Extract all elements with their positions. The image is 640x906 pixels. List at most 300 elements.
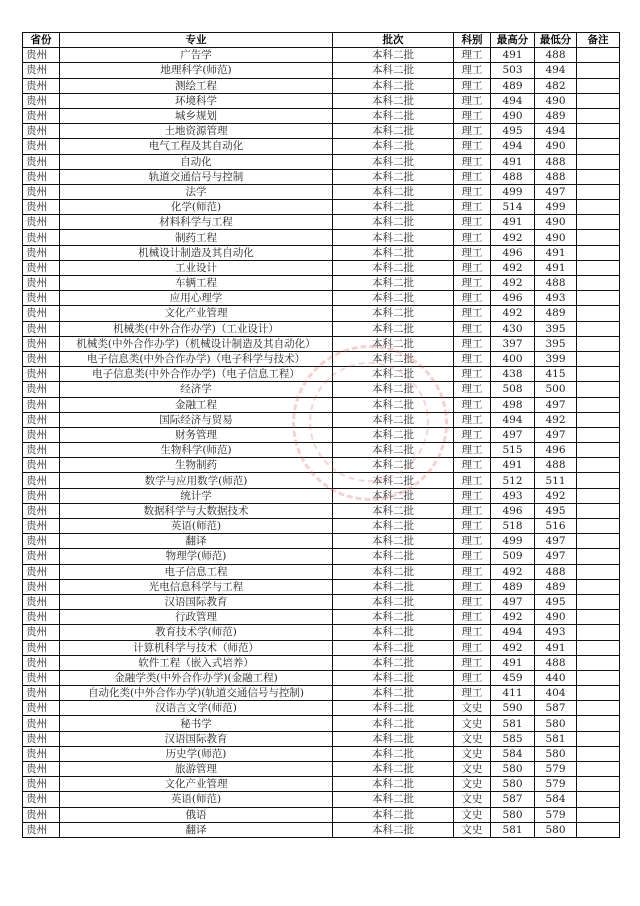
cell-notes <box>577 124 620 139</box>
cell-category: 文史 <box>454 731 491 746</box>
cell-batch: 本科二批 <box>333 579 454 594</box>
cell-notes <box>577 245 620 260</box>
cell-category: 理工 <box>454 488 491 503</box>
cell-category: 文史 <box>454 746 491 761</box>
cell-category: 理工 <box>454 549 491 564</box>
cell-notes <box>577 503 620 518</box>
cell-major: 电子信息工程 <box>60 564 333 579</box>
cell-batch: 本科二批 <box>333 245 454 260</box>
cell-province: 贵州 <box>23 473 60 488</box>
cell-min-score: 492 <box>535 488 577 503</box>
cell-min-score: 494 <box>535 63 577 78</box>
cell-category: 理工 <box>454 655 491 670</box>
cell-category: 理工 <box>454 473 491 488</box>
cell-notes <box>577 762 620 777</box>
cell-min-score: 580 <box>535 746 577 761</box>
cell-notes <box>577 382 620 397</box>
cell-category: 理工 <box>454 534 491 549</box>
cell-major: 光电信息科学与工程 <box>60 579 333 594</box>
cell-batch: 本科二批 <box>333 427 454 442</box>
cell-major: 经济学 <box>60 382 333 397</box>
cell-category: 理工 <box>454 108 491 123</box>
table-row <box>23 306 620 321</box>
cell-max-score: 493 <box>491 488 535 503</box>
cell-major: 机械设计制造及其自动化 <box>60 245 333 260</box>
cell-min-score: 493 <box>535 625 577 640</box>
cell-max-score: 581 <box>491 716 535 731</box>
cell-batch: 本科二批 <box>333 807 454 822</box>
cell-notes <box>577 78 620 93</box>
cell-province: 贵州 <box>23 670 60 685</box>
cell-max-score: 585 <box>491 731 535 746</box>
cell-province: 贵州 <box>23 579 60 594</box>
cell-batch: 本科二批 <box>333 321 454 336</box>
cell-min-score: 579 <box>535 762 577 777</box>
cell-notes <box>577 746 620 761</box>
cell-category: 文史 <box>454 777 491 792</box>
cell-notes <box>577 564 620 579</box>
cell-major: 工业设计 <box>60 260 333 275</box>
cell-major: 文化产业管理 <box>60 306 333 321</box>
cell-category: 理工 <box>454 336 491 351</box>
table-row <box>23 686 620 701</box>
cell-major: 轨道交通信号与控制 <box>60 169 333 184</box>
cell-province: 贵州 <box>23 260 60 275</box>
cell-min-score: 497 <box>535 397 577 412</box>
table-row <box>23 382 620 397</box>
cell-notes <box>577 48 620 63</box>
table-row <box>23 63 620 78</box>
cell-category: 理工 <box>454 78 491 93</box>
header-major: 专业 <box>60 33 333 48</box>
cell-major: 城乡规划 <box>60 108 333 123</box>
cell-major: 自动化 <box>60 154 333 169</box>
table-row <box>23 291 620 306</box>
cell-category: 理工 <box>454 306 491 321</box>
cell-batch: 本科二批 <box>333 230 454 245</box>
cell-max-score: 438 <box>491 367 535 382</box>
cell-notes <box>577 139 620 154</box>
cell-notes <box>577 63 620 78</box>
cell-max-score: 580 <box>491 777 535 792</box>
cell-province: 贵州 <box>23 655 60 670</box>
cell-category: 理工 <box>454 291 491 306</box>
cell-major: 行政管理 <box>60 610 333 625</box>
cell-max-score: 497 <box>491 427 535 442</box>
cell-notes <box>577 427 620 442</box>
cell-major: 电子信息类(中外合作办学)（电子科学与技术） <box>60 351 333 366</box>
table-row <box>23 336 620 351</box>
cell-batch: 本科二批 <box>333 291 454 306</box>
cell-province: 贵州 <box>23 93 60 108</box>
cell-category: 理工 <box>454 427 491 442</box>
table-row <box>23 579 620 594</box>
cell-category: 理工 <box>454 397 491 412</box>
table-row <box>23 276 620 291</box>
admission-scores-table <box>22 32 620 838</box>
cell-major: 生物科学(师范) <box>60 443 333 458</box>
cell-major: 物理学(师范) <box>60 549 333 564</box>
table-row <box>23 807 620 822</box>
table-row <box>23 503 620 518</box>
cell-major: 金融学类(中外合作办学)(金融工程) <box>60 670 333 685</box>
cell-major: 数学与应用数学(师范) <box>60 473 333 488</box>
cell-notes <box>577 594 620 609</box>
cell-notes <box>577 519 620 534</box>
cell-max-score: 498 <box>491 397 535 412</box>
cell-batch: 本科二批 <box>333 549 454 564</box>
cell-major: 翻译 <box>60 534 333 549</box>
header-row <box>23 33 620 48</box>
cell-batch: 本科二批 <box>333 63 454 78</box>
cell-province: 贵州 <box>23 443 60 458</box>
cell-notes <box>577 169 620 184</box>
cell-province: 贵州 <box>23 427 60 442</box>
cell-notes <box>577 488 620 503</box>
cell-category: 理工 <box>454 169 491 184</box>
table-row <box>23 488 620 503</box>
cell-notes <box>577 230 620 245</box>
cell-batch: 本科二批 <box>333 640 454 655</box>
cell-max-score: 459 <box>491 670 535 685</box>
cell-max-score: 494 <box>491 93 535 108</box>
cell-category: 理工 <box>454 625 491 640</box>
cell-category: 理工 <box>454 367 491 382</box>
table-row <box>23 108 620 123</box>
cell-min-score: 489 <box>535 579 577 594</box>
cell-batch: 本科二批 <box>333 139 454 154</box>
cell-min-score: 490 <box>535 230 577 245</box>
cell-max-score: 590 <box>491 701 535 716</box>
cell-notes <box>577 321 620 336</box>
cell-province: 贵州 <box>23 321 60 336</box>
cell-province: 贵州 <box>23 762 60 777</box>
cell-max-score: 494 <box>491 412 535 427</box>
cell-notes <box>577 291 620 306</box>
cell-province: 贵州 <box>23 534 60 549</box>
cell-batch: 本科二批 <box>333 458 454 473</box>
cell-category: 文史 <box>454 701 491 716</box>
cell-province: 贵州 <box>23 686 60 701</box>
table-row <box>23 200 620 215</box>
cell-notes <box>577 549 620 564</box>
cell-batch: 本科二批 <box>333 93 454 108</box>
cell-min-score: 488 <box>535 154 577 169</box>
cell-min-score: 493 <box>535 291 577 306</box>
table-row <box>23 792 620 807</box>
cell-notes <box>577 610 620 625</box>
cell-notes <box>577 200 620 215</box>
cell-major: 汉语国际教育 <box>60 594 333 609</box>
cell-notes <box>577 534 620 549</box>
cell-batch: 本科二批 <box>333 731 454 746</box>
cell-batch: 本科二批 <box>333 78 454 93</box>
cell-max-score: 499 <box>491 184 535 199</box>
table-row <box>23 124 620 139</box>
cell-major: 教育技术学(师范) <box>60 625 333 640</box>
cell-category: 理工 <box>454 519 491 534</box>
cell-max-score: 587 <box>491 792 535 807</box>
cell-province: 贵州 <box>23 397 60 412</box>
cell-province: 贵州 <box>23 564 60 579</box>
cell-category: 文史 <box>454 822 491 837</box>
cell-major: 地理科学(师范) <box>60 63 333 78</box>
cell-major: 金融工程 <box>60 397 333 412</box>
cell-category: 理工 <box>454 93 491 108</box>
cell-batch: 本科二批 <box>333 397 454 412</box>
cell-category: 理工 <box>454 200 491 215</box>
cell-batch: 本科二批 <box>333 169 454 184</box>
cell-province: 贵州 <box>23 139 60 154</box>
table-row <box>23 169 620 184</box>
cell-max-score: 518 <box>491 519 535 534</box>
cell-notes <box>577 701 620 716</box>
cell-max-score: 489 <box>491 78 535 93</box>
cell-max-score: 492 <box>491 276 535 291</box>
cell-max-score: 430 <box>491 321 535 336</box>
cell-province: 贵州 <box>23 245 60 260</box>
cell-notes <box>577 822 620 837</box>
cell-max-score: 581 <box>491 822 535 837</box>
cell-category: 理工 <box>454 154 491 169</box>
cell-max-score: 491 <box>491 215 535 230</box>
cell-category: 理工 <box>454 230 491 245</box>
cell-max-score: 492 <box>491 260 535 275</box>
cell-min-score: 580 <box>535 822 577 837</box>
cell-category: 理工 <box>454 594 491 609</box>
cell-min-score: 490 <box>535 93 577 108</box>
cell-notes <box>577 807 620 822</box>
cell-min-score: 495 <box>535 594 577 609</box>
cell-major: 机械类(中外合作办学)（机械设计制造及其自动化） <box>60 336 333 351</box>
cell-notes <box>577 108 620 123</box>
cell-province: 贵州 <box>23 108 60 123</box>
cell-category: 理工 <box>454 443 491 458</box>
cell-max-score: 492 <box>491 640 535 655</box>
cell-max-score: 496 <box>491 503 535 518</box>
cell-notes <box>577 184 620 199</box>
table-row <box>23 443 620 458</box>
cell-min-score: 495 <box>535 503 577 518</box>
cell-province: 贵州 <box>23 200 60 215</box>
cell-category: 理工 <box>454 48 491 63</box>
table-row <box>23 351 620 366</box>
cell-province: 贵州 <box>23 276 60 291</box>
table-row <box>23 746 620 761</box>
cell-min-score: 488 <box>535 564 577 579</box>
table-row <box>23 640 620 655</box>
cell-notes <box>577 336 620 351</box>
cell-category: 理工 <box>454 503 491 518</box>
cell-province: 贵州 <box>23 230 60 245</box>
cell-min-score: 491 <box>535 640 577 655</box>
cell-major: 文化产业管理 <box>60 777 333 792</box>
cell-batch: 本科二批 <box>333 686 454 701</box>
cell-notes <box>577 731 620 746</box>
cell-major: 生物制药 <box>60 458 333 473</box>
cell-min-score: 581 <box>535 731 577 746</box>
cell-major: 化学(师范) <box>60 200 333 215</box>
cell-batch: 本科二批 <box>333 200 454 215</box>
cell-max-score: 496 <box>491 245 535 260</box>
cell-major: 法学 <box>60 184 333 199</box>
cell-batch: 本科二批 <box>333 746 454 761</box>
cell-max-score: 491 <box>491 458 535 473</box>
cell-category: 文史 <box>454 792 491 807</box>
table-row <box>23 458 620 473</box>
cell-province: 贵州 <box>23 610 60 625</box>
cell-province: 贵州 <box>23 291 60 306</box>
cell-category: 理工 <box>454 610 491 625</box>
cell-province: 贵州 <box>23 382 60 397</box>
cell-major: 制药工程 <box>60 230 333 245</box>
cell-major: 测绘工程 <box>60 78 333 93</box>
cell-category: 理工 <box>454 184 491 199</box>
cell-batch: 本科二批 <box>333 154 454 169</box>
header-province: 省份 <box>23 33 60 48</box>
cell-batch: 本科二批 <box>333 610 454 625</box>
cell-notes <box>577 443 620 458</box>
cell-major: 数据科学与大数据技术 <box>60 503 333 518</box>
cell-province: 贵州 <box>23 701 60 716</box>
cell-min-score: 584 <box>535 792 577 807</box>
cell-min-score: 579 <box>535 777 577 792</box>
cell-province: 贵州 <box>23 807 60 822</box>
cell-batch: 本科二批 <box>333 215 454 230</box>
cell-province: 贵州 <box>23 792 60 807</box>
table-row <box>23 731 620 746</box>
cell-notes <box>577 93 620 108</box>
cell-batch: 本科二批 <box>333 184 454 199</box>
cell-province: 贵州 <box>23 731 60 746</box>
cell-notes <box>577 777 620 792</box>
cell-province: 贵州 <box>23 777 60 792</box>
cell-min-score: 488 <box>535 169 577 184</box>
header-max-score: 最高分 <box>491 33 535 48</box>
cell-batch: 本科二批 <box>333 762 454 777</box>
cell-batch: 本科二批 <box>333 625 454 640</box>
cell-batch: 本科二批 <box>333 276 454 291</box>
table-row <box>23 260 620 275</box>
cell-min-score: 489 <box>535 306 577 321</box>
table-row <box>23 367 620 382</box>
cell-major: 英语(师范) <box>60 519 333 534</box>
table-row <box>23 321 620 336</box>
cell-max-score: 494 <box>491 625 535 640</box>
cell-province: 贵州 <box>23 336 60 351</box>
cell-min-score: 491 <box>535 245 577 260</box>
table-row <box>23 397 620 412</box>
cell-min-score: 494 <box>535 124 577 139</box>
cell-notes <box>577 686 620 701</box>
cell-category: 理工 <box>454 458 491 473</box>
cell-category: 理工 <box>454 412 491 427</box>
cell-min-score: 587 <box>535 701 577 716</box>
cell-max-score: 492 <box>491 230 535 245</box>
cell-max-score: 512 <box>491 473 535 488</box>
cell-notes <box>577 412 620 427</box>
cell-max-score: 503 <box>491 63 535 78</box>
cell-batch: 本科二批 <box>333 412 454 427</box>
cell-category: 理工 <box>454 686 491 701</box>
cell-province: 贵州 <box>23 519 60 534</box>
table-row <box>23 625 620 640</box>
table-row <box>23 594 620 609</box>
cell-province: 贵州 <box>23 351 60 366</box>
cell-max-score: 488 <box>491 169 535 184</box>
cell-max-score: 514 <box>491 200 535 215</box>
cell-min-score: 489 <box>535 108 577 123</box>
table-row <box>23 762 620 777</box>
cell-major: 软件工程（嵌入式培养） <box>60 655 333 670</box>
cell-notes <box>577 397 620 412</box>
cell-major: 机械类(中外合作办学)（工业设计） <box>60 321 333 336</box>
cell-batch: 本科二批 <box>333 48 454 63</box>
table-row <box>23 78 620 93</box>
cell-notes <box>577 351 620 366</box>
cell-notes <box>577 640 620 655</box>
cell-major: 应用心理学 <box>60 291 333 306</box>
cell-notes <box>577 579 620 594</box>
cell-batch: 本科二批 <box>333 351 454 366</box>
table-row <box>23 777 620 792</box>
cell-province: 贵州 <box>23 503 60 518</box>
cell-min-score: 482 <box>535 78 577 93</box>
table-row <box>23 534 620 549</box>
cell-major: 汉语国际教育 <box>60 731 333 746</box>
cell-province: 贵州 <box>23 48 60 63</box>
table-row <box>23 564 620 579</box>
cell-max-score: 490 <box>491 108 535 123</box>
cell-category: 理工 <box>454 276 491 291</box>
cell-province: 贵州 <box>23 124 60 139</box>
cell-batch: 本科二批 <box>333 519 454 534</box>
cell-province: 贵州 <box>23 594 60 609</box>
cell-category: 理工 <box>454 382 491 397</box>
cell-notes <box>577 154 620 169</box>
cell-batch: 本科二批 <box>333 124 454 139</box>
cell-category: 理工 <box>454 670 491 685</box>
cell-notes <box>577 215 620 230</box>
cell-province: 贵州 <box>23 367 60 382</box>
cell-category: 理工 <box>454 564 491 579</box>
cell-province: 贵州 <box>23 625 60 640</box>
cell-min-score: 395 <box>535 321 577 336</box>
cell-min-score: 580 <box>535 716 577 731</box>
cell-max-score: 411 <box>491 686 535 701</box>
cell-min-score: 511 <box>535 473 577 488</box>
cell-notes <box>577 276 620 291</box>
cell-batch: 本科二批 <box>333 382 454 397</box>
cell-max-score: 497 <box>491 594 535 609</box>
cell-province: 贵州 <box>23 63 60 78</box>
cell-max-score: 495 <box>491 124 535 139</box>
cell-category: 文史 <box>454 807 491 822</box>
header-batch: 批次 <box>333 33 454 48</box>
cell-major: 统计学 <box>60 488 333 503</box>
cell-batch: 本科二批 <box>333 777 454 792</box>
cell-batch: 本科二批 <box>333 488 454 503</box>
cell-min-score: 492 <box>535 412 577 427</box>
table-row <box>23 139 620 154</box>
cell-notes <box>577 625 620 640</box>
cell-batch: 本科二批 <box>333 367 454 382</box>
cell-batch: 本科二批 <box>333 108 454 123</box>
cell-major: 翻译 <box>60 822 333 837</box>
cell-province: 贵州 <box>23 184 60 199</box>
cell-min-score: 490 <box>535 215 577 230</box>
cell-max-score: 494 <box>491 139 535 154</box>
